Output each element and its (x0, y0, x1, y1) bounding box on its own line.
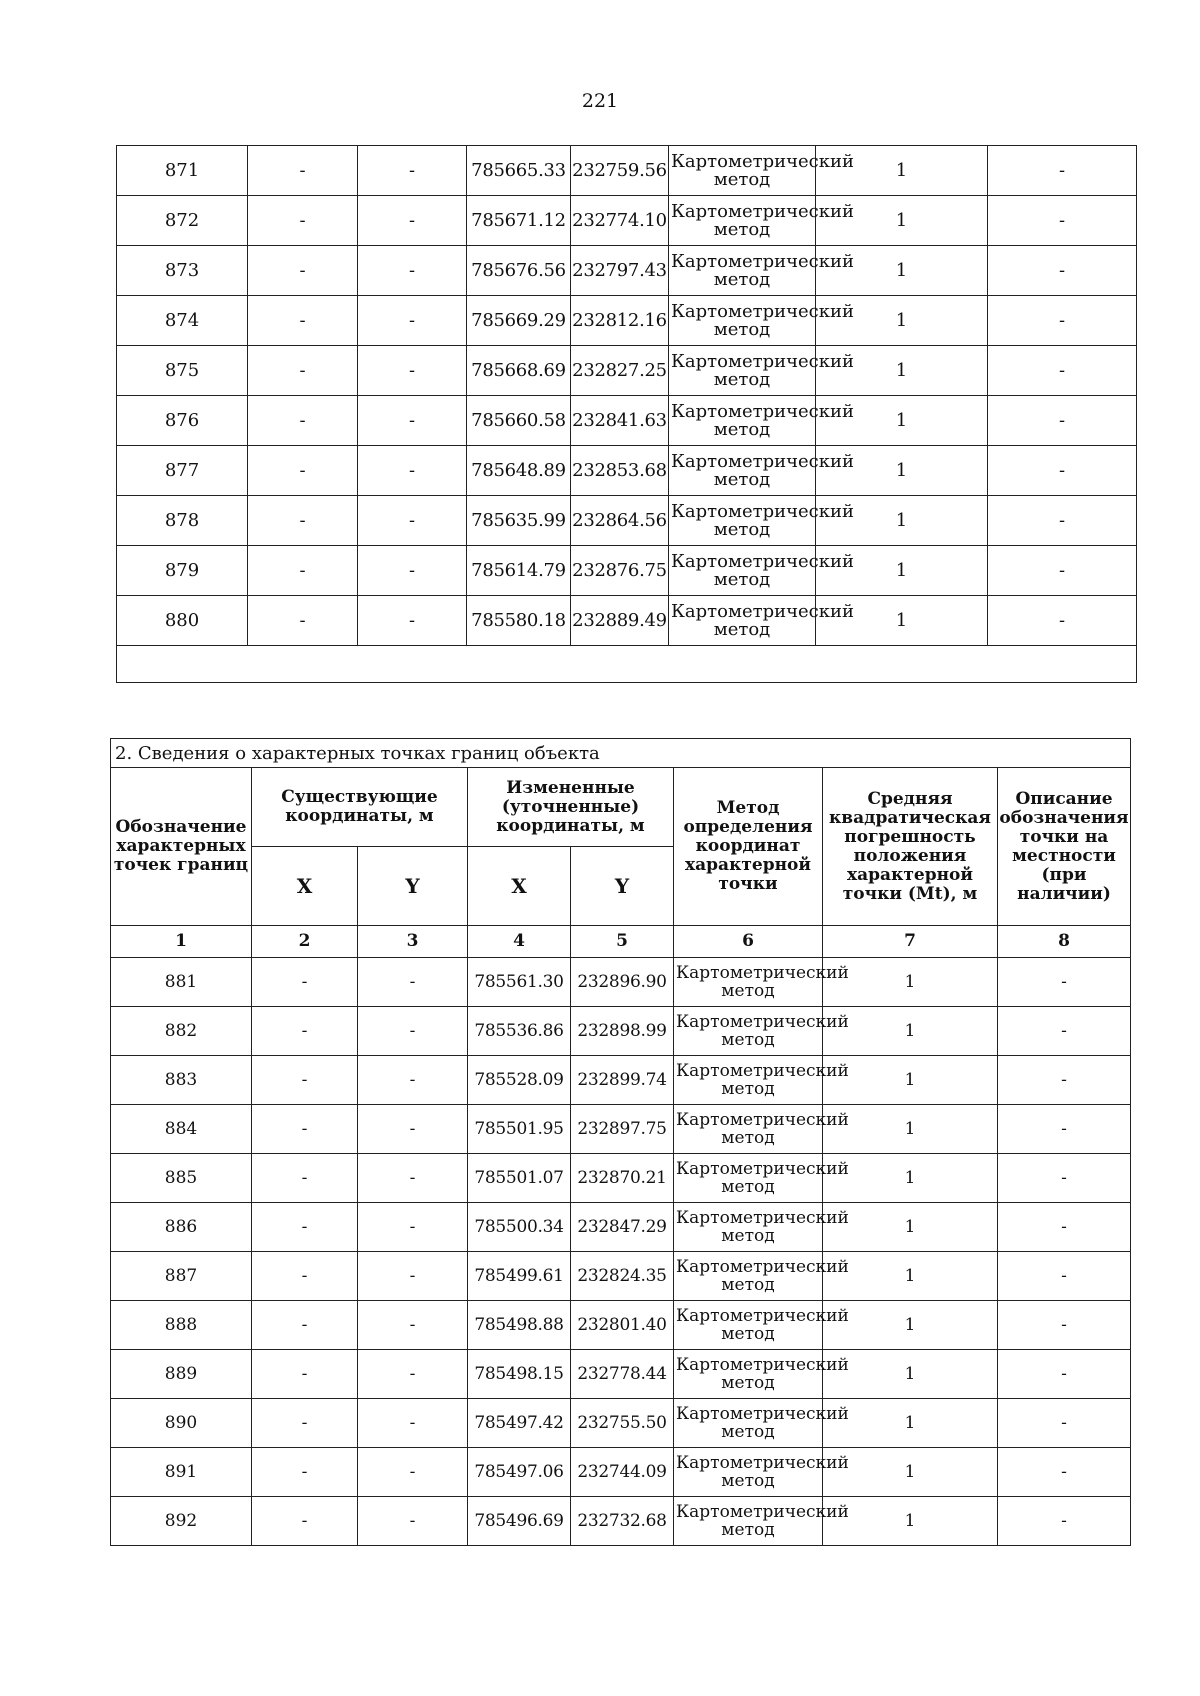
header-existing-coordinates: Существующие координаты, м (252, 768, 468, 847)
header-mt: Средняя квадратическая погрешность положения характерной точки (Mt), м (823, 768, 998, 926)
coordinates-table-continued (116, 145, 1137, 683)
point-cell: 886 (111, 1203, 252, 1252)
x-changed-cell: 785497.06 (468, 1448, 571, 1497)
description-cell: - (988, 546, 1137, 596)
mt-cell: 1 (816, 496, 988, 546)
x-existing-cell: - (252, 1056, 358, 1105)
x-changed-cell: 785676.56 (467, 246, 571, 296)
y-changed-cell: 232812.16 (571, 296, 669, 346)
description-cell: - (988, 246, 1137, 296)
x-changed-cell: 785635.99 (467, 496, 571, 546)
y-existing-cell: - (358, 1399, 468, 1448)
y-existing-cell: - (358, 1350, 468, 1399)
description-cell: - (988, 446, 1137, 496)
y-changed-cell: 232827.25 (571, 346, 669, 396)
method-cell: Картометрический метод (669, 346, 816, 396)
mt-cell: 1 (816, 146, 988, 196)
x-existing-cell: - (252, 1350, 358, 1399)
y-changed-cell: 232864.56 (571, 496, 669, 546)
x-existing-cell: - (252, 1203, 358, 1252)
y-existing-cell: - (358, 1448, 468, 1497)
description-cell: - (988, 496, 1137, 546)
y-changed-cell: 232847.29 (571, 1203, 674, 1252)
mt-cell: 1 (823, 958, 998, 1007)
table-row (111, 1203, 1131, 1252)
header-x-existing: X (252, 847, 358, 926)
column-number: 7 (823, 926, 998, 958)
mt-cell: 1 (816, 446, 988, 496)
y-existing-cell: - (358, 1252, 468, 1301)
table-row (117, 146, 1137, 196)
x-existing-cell: - (252, 958, 358, 1007)
point-cell: 880 (117, 596, 248, 646)
mt-cell: 1 (823, 1448, 998, 1497)
header-point: Обозначение характерных точек границ (111, 768, 252, 926)
point-cell: 878 (117, 496, 248, 546)
x-changed-cell: 785648.89 (467, 446, 571, 496)
method-cell: Картометрический метод (669, 546, 816, 596)
method-cell: Картометрический метод (669, 146, 816, 196)
point-cell: 872 (117, 196, 248, 246)
table-row (117, 346, 1137, 396)
y-existing-cell: - (358, 1007, 468, 1056)
table-row (111, 958, 1131, 1007)
y-changed-cell: 232898.99 (571, 1007, 674, 1056)
x-existing-cell: - (248, 596, 358, 646)
method-cell: Картометрический метод (669, 196, 816, 246)
table-title: 2. Сведения о характерных точках границ объекта (111, 739, 1131, 768)
column-number: 2 (252, 926, 358, 958)
mt-cell: 1 (816, 296, 988, 346)
x-changed-cell: 785498.15 (468, 1350, 571, 1399)
mt-cell: 1 (823, 1007, 998, 1056)
point-cell: 887 (111, 1252, 252, 1301)
method-cell: Картометрический метод (674, 1007, 823, 1056)
point-cell: 871 (117, 146, 248, 196)
mt-cell: 1 (823, 1497, 998, 1546)
y-existing-cell: - (358, 1056, 468, 1105)
method-cell: Картометрический метод (674, 1252, 823, 1301)
y-changed-cell: 232853.68 (571, 446, 669, 496)
table-row (111, 1154, 1131, 1203)
point-cell: 884 (111, 1105, 252, 1154)
description-cell: - (998, 1497, 1131, 1546)
point-cell: 876 (117, 396, 248, 446)
table-row (111, 1497, 1131, 1546)
method-cell: Картометрический метод (669, 446, 816, 496)
description-cell: - (998, 1301, 1131, 1350)
x-existing-cell: - (248, 496, 358, 546)
y-changed-cell: 232896.90 (571, 958, 674, 1007)
method-cell: Картометрический метод (674, 1105, 823, 1154)
description-cell: - (988, 596, 1137, 646)
x-existing-cell: - (248, 196, 358, 246)
x-changed-cell: 785501.95 (468, 1105, 571, 1154)
point-cell: 873 (117, 246, 248, 296)
x-changed-cell: 785614.79 (467, 546, 571, 596)
point-cell: 885 (111, 1154, 252, 1203)
y-changed-cell: 232744.09 (571, 1448, 674, 1497)
method-cell: Картометрический метод (674, 1399, 823, 1448)
method-cell: Картометрический метод (674, 1350, 823, 1399)
description-cell: - (988, 146, 1137, 196)
y-changed-cell: 232841.63 (571, 396, 669, 446)
method-cell: Картометрический метод (669, 496, 816, 546)
column-number: 6 (674, 926, 823, 958)
x-existing-cell: - (248, 346, 358, 396)
table-row (111, 1301, 1131, 1350)
mt-cell: 1 (816, 596, 988, 646)
mt-cell: 1 (823, 1350, 998, 1399)
y-existing-cell: - (358, 296, 467, 346)
method-cell: Картометрический метод (669, 596, 816, 646)
point-cell: 881 (111, 958, 252, 1007)
mt-cell: 1 (823, 1399, 998, 1448)
table-row (117, 546, 1137, 596)
point-cell: 879 (117, 546, 248, 596)
table-row (111, 1448, 1131, 1497)
y-changed-cell: 232759.56 (571, 146, 669, 196)
header-changed-coordinates: Измененные (уточненные) координаты, м (468, 768, 674, 847)
empty-cell (117, 646, 1137, 683)
x-changed-cell: 785501.07 (468, 1154, 571, 1203)
description-cell: - (988, 346, 1137, 396)
mt-cell: 1 (823, 1105, 998, 1154)
y-changed-cell: 232824.35 (571, 1252, 674, 1301)
y-existing-cell: - (358, 346, 467, 396)
x-changed-cell: 785660.58 (467, 396, 571, 446)
y-changed-cell: 232870.21 (571, 1154, 674, 1203)
description-cell: - (998, 958, 1131, 1007)
y-changed-cell: 232899.74 (571, 1056, 674, 1105)
description-cell: - (998, 1105, 1131, 1154)
y-existing-cell: - (358, 958, 468, 1007)
y-changed-cell: 232797.43 (571, 246, 669, 296)
method-cell: Картометрический метод (669, 296, 816, 346)
y-existing-cell: - (358, 1497, 468, 1546)
description-cell: - (998, 1448, 1131, 1497)
x-existing-cell: - (248, 396, 358, 446)
x-existing-cell: - (252, 1399, 358, 1448)
table-row (111, 1007, 1131, 1056)
y-changed-cell: 232897.75 (571, 1105, 674, 1154)
x-existing-cell: - (248, 146, 358, 196)
y-existing-cell: - (358, 1301, 468, 1350)
y-existing-cell: - (358, 146, 467, 196)
x-existing-cell: - (248, 446, 358, 496)
x-changed-cell: 785669.29 (467, 296, 571, 346)
y-existing-cell: - (358, 496, 467, 546)
y-existing-cell: - (358, 196, 467, 246)
y-changed-cell: 232755.50 (571, 1399, 674, 1448)
y-changed-cell: 232774.10 (571, 196, 669, 246)
x-changed-cell: 785671.12 (467, 196, 571, 246)
x-changed-cell: 785498.88 (468, 1301, 571, 1350)
mt-cell: 1 (816, 396, 988, 446)
mt-cell: 1 (816, 546, 988, 596)
x-existing-cell: - (248, 246, 358, 296)
column-number: 8 (998, 926, 1131, 958)
point-cell: 890 (111, 1399, 252, 1448)
x-existing-cell: - (248, 296, 358, 346)
method-cell: Картометрический метод (674, 958, 823, 1007)
header-y-changed: Y (571, 847, 674, 926)
y-existing-cell: - (358, 396, 467, 446)
x-changed-cell: 785665.33 (467, 146, 571, 196)
x-changed-cell: 785499.61 (468, 1252, 571, 1301)
point-cell: 892 (111, 1497, 252, 1546)
method-cell: Картометрический метод (674, 1497, 823, 1546)
table-row (117, 446, 1137, 496)
x-changed-cell: 785496.69 (468, 1497, 571, 1546)
x-existing-cell: - (252, 1007, 358, 1056)
table-row (111, 1252, 1131, 1301)
y-existing-cell: - (358, 1154, 468, 1203)
table-row (117, 196, 1137, 246)
table-row (117, 246, 1137, 296)
point-cell: 883 (111, 1056, 252, 1105)
mt-cell: 1 (823, 1203, 998, 1252)
column-number: 3 (358, 926, 468, 958)
header-x-changed: X (468, 847, 571, 926)
table-row (111, 1350, 1131, 1399)
mt-cell: 1 (823, 1056, 998, 1105)
table-row (117, 496, 1137, 546)
mt-cell: 1 (823, 1154, 998, 1203)
description-cell: - (998, 1399, 1131, 1448)
description-cell: - (988, 396, 1137, 446)
point-cell: 875 (117, 346, 248, 396)
x-changed-cell: 785500.34 (468, 1203, 571, 1252)
column-number: 4 (468, 926, 571, 958)
description-cell: - (998, 1203, 1131, 1252)
column-number: 5 (571, 926, 674, 958)
mt-cell: 1 (816, 346, 988, 396)
y-changed-cell: 232876.75 (571, 546, 669, 596)
point-cell: 891 (111, 1448, 252, 1497)
x-existing-cell: - (252, 1252, 358, 1301)
point-cell: 889 (111, 1350, 252, 1399)
y-existing-cell: - (358, 246, 467, 296)
point-cell: 877 (117, 446, 248, 496)
y-existing-cell: - (358, 446, 467, 496)
table-row (117, 596, 1137, 646)
table-row (117, 296, 1137, 346)
point-cell: 888 (111, 1301, 252, 1350)
x-existing-cell: - (248, 546, 358, 596)
header-description: Описание обозначения точки на местности (при наличии) (998, 768, 1131, 926)
method-cell: Картометрический метод (669, 396, 816, 446)
x-existing-cell: - (252, 1105, 358, 1154)
description-cell: - (998, 1056, 1131, 1105)
table-row (111, 1105, 1131, 1154)
description-cell: - (998, 1350, 1131, 1399)
method-cell: Картометрический метод (674, 1056, 823, 1105)
empty-row (117, 646, 1137, 683)
method-cell: Картометрический метод (674, 1154, 823, 1203)
page-number: 221 (581, 90, 619, 112)
boundary-points-table (110, 738, 1131, 1546)
x-changed-cell: 785528.09 (468, 1056, 571, 1105)
x-existing-cell: - (252, 1497, 358, 1546)
y-existing-cell: - (358, 1203, 468, 1252)
x-changed-cell: 785497.42 (468, 1399, 571, 1448)
column-number: 1 (111, 926, 252, 958)
table-row (117, 396, 1137, 446)
method-cell: Картометрический метод (674, 1448, 823, 1497)
x-changed-cell: 785536.86 (468, 1007, 571, 1056)
x-existing-cell: - (252, 1154, 358, 1203)
description-cell: - (988, 196, 1137, 246)
header-method: Метод определения координат характерной точки (674, 768, 823, 926)
method-cell: Картометрический метод (674, 1301, 823, 1350)
mt-cell: 1 (816, 196, 988, 246)
method-cell: Картометрический метод (674, 1203, 823, 1252)
mt-cell: 1 (816, 246, 988, 296)
method-cell: Картометрический метод (669, 246, 816, 296)
point-cell: 874 (117, 296, 248, 346)
x-changed-cell: 785561.30 (468, 958, 571, 1007)
x-existing-cell: - (252, 1301, 358, 1350)
x-existing-cell: - (252, 1448, 358, 1497)
description-cell: - (998, 1007, 1131, 1056)
y-changed-cell: 232732.68 (571, 1497, 674, 1546)
header-y-existing: Y (358, 847, 468, 926)
x-changed-cell: 785580.18 (467, 596, 571, 646)
table-row (111, 1056, 1131, 1105)
y-changed-cell: 232801.40 (571, 1301, 674, 1350)
description-cell: - (998, 1252, 1131, 1301)
y-changed-cell: 232778.44 (571, 1350, 674, 1399)
mt-cell: 1 (823, 1301, 998, 1350)
y-existing-cell: - (358, 1105, 468, 1154)
y-existing-cell: - (358, 596, 467, 646)
point-cell: 882 (111, 1007, 252, 1056)
description-cell: - (998, 1154, 1131, 1203)
description-cell: - (988, 296, 1137, 346)
y-existing-cell: - (358, 546, 467, 596)
x-changed-cell: 785668.69 (467, 346, 571, 396)
mt-cell: 1 (823, 1252, 998, 1301)
table-row (111, 1399, 1131, 1448)
y-changed-cell: 232889.49 (571, 596, 669, 646)
